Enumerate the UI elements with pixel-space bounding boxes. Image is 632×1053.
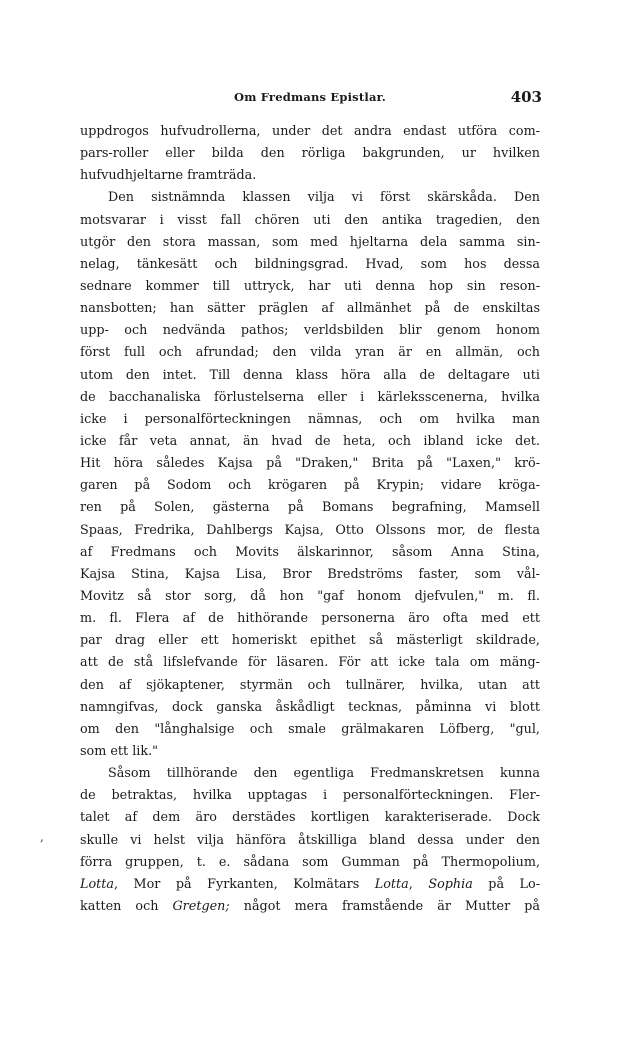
text-line: nelag, tänkesätt och bildningsgrad. Hvad, som hos dessa: [80, 256, 540, 272]
running-title: Om Fredmans Epistlar.: [233, 90, 386, 104]
text-line: upp- och nedvända pathos; verldsbilden blir genom honom: [80, 323, 540, 339]
text-line: garen på Sodom och krögaren på Krypin; vidare kröga-: [80, 478, 540, 494]
body-text: [80, 121, 540, 918]
text-line: nansbotten; han sätter präglen af allmänhet på de enskiltas: [80, 301, 540, 317]
text-line: först full och afrundad; den vilda yran är en allmän, och: [80, 345, 540, 361]
text-line: Spaas, Fredrika, Dahlbergs Kajsa, Otto Olssons mor, de flesta: [80, 522, 540, 538]
text-line: icke får veta annat, än hvad de heta, och ibland icke det.: [80, 433, 540, 449]
text-line: Kajsa Stina, Kajsa Lisa, Bror Bredströms faster, som vål-: [80, 566, 540, 582]
text-line: sednare kommer till uttryck, har uti denna hop sin reson-: [80, 278, 540, 294]
text-line: namngifvas, dock ganska åskådligt tecknas, påminna vi blott: [80, 699, 540, 715]
text-line: Den sistnämnda klassen vilja vi först skärskåda. Den: [108, 190, 540, 206]
page-header: [80, 90, 540, 112]
text-line: ren på Solen, gästerna på Bomans begrafning, Mamsell: [80, 500, 540, 516]
text-segment: på Lo-: [472, 876, 541, 892]
text-line: m. fl. Flera af de hithörande personerna äro ofta med ett: [80, 611, 540, 627]
text-line: förra gruppen, t. e. sådana som Gumman på Thermopolium,: [80, 854, 540, 870]
text-line: de betraktas, hvilka upptagas i personalförteckningen. Fler-: [80, 788, 540, 804]
text-line: Såsom tillhörande den egentliga Fredmanskretsen kunna: [108, 766, 540, 782]
text-line: icke i personalförteckningen nämnas, och om hvilka man: [80, 411, 540, 427]
text-line: [80, 874, 540, 896]
italic-name: Gretgen;: [172, 898, 230, 914]
margin-mark: ,: [40, 830, 44, 844]
page-number: 403: [510, 88, 542, 106]
text-line: pars-roller eller bilda den rörliga bakgrunden, ur hvilken: [80, 146, 540, 162]
text-line: Movitz så stor sorg, då hon "gaf honom djefvulen," m. fl.: [80, 588, 540, 604]
text-line: hufvudhjeltarne framträda.: [80, 168, 257, 184]
text-line: talet af dem äro derstädes kortligen karakteriserade. Dock: [80, 810, 540, 826]
italic-name: Lotta: [80, 876, 114, 892]
italic-name: Sophia: [428, 876, 473, 892]
italic-name: Lotta: [374, 876, 409, 892]
text-segment: katten och: [80, 898, 173, 914]
text-line: utom den intet. Till denna klass höra alla de deltagare uti: [80, 367, 540, 383]
text-segment: något mera framstående är Mutter på: [229, 898, 541, 914]
text-segment: , Mor på Fyrkanten, Kolmätars: [114, 876, 375, 892]
text-line: skulle vi helst vilja hänföra åtskilliga bland dessa under den: [80, 832, 540, 848]
text-line: motsvarar i visst fall chören uti den antika tragedien, den: [80, 212, 540, 228]
text-line: de bacchanaliska förlustelserna eller i kärleksscenerna, hvilka: [80, 389, 540, 405]
text-line: [80, 896, 540, 918]
text-line: utgör den stora massan, som med hjeltarna dela samma sin-: [80, 234, 540, 250]
text-line: uppdrogos hufvudrollerna, under det andra endast utföra com-: [80, 124, 540, 139]
text-line: som ett lik.": [80, 743, 159, 759]
text-line: den af sjökaptener, styrmän och tullnärer, hvilka, utan att: [80, 677, 540, 693]
text-segment: ,: [408, 876, 429, 892]
text-line: par drag eller ett homeriskt epithet så mästerligt skildrade,: [80, 633, 540, 649]
text-line: att de stå lifslefvande för läsaren. För att icke tala om mäng-: [80, 655, 540, 671]
text-line: om den "långhalsige och smale grälmakaren Löfberg, "gul,: [80, 721, 540, 737]
text-line: af Fredmans och Movits älskarinnor, såsom Anna Stina,: [80, 544, 540, 560]
text-line: Hit höra således Kajsa på "Draken," Brita på "Laxen," krö-: [80, 456, 540, 472]
